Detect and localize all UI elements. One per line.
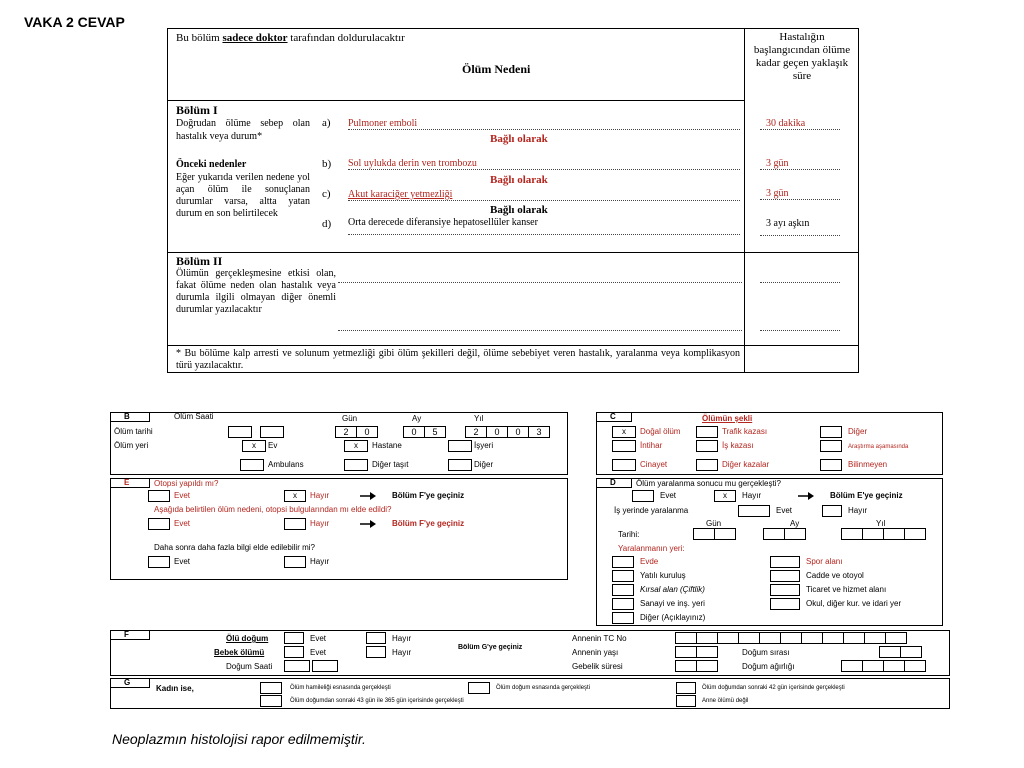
days-43-365-label: Ölüm doğumdan sonraki 43 gün ile 365 gün içerisinde gerçekleşti bbox=[290, 698, 464, 704]
goto-e-note: Bölüm E'ye geçiniz bbox=[830, 491, 903, 500]
work-accident-label: İş kazası bbox=[722, 441, 754, 450]
infant-no-checkbox[interactable] bbox=[366, 646, 386, 658]
stillbirth-no-label: Hayır bbox=[392, 634, 412, 643]
death-year-digits[interactable]: 2 0 0 3 bbox=[466, 426, 550, 438]
homicide-label: Cinayet bbox=[640, 460, 668, 469]
other-manner-checkbox[interactable] bbox=[820, 426, 842, 438]
birth-hour-box[interactable] bbox=[284, 660, 310, 672]
death-date-label: Ölüm tarihi bbox=[114, 427, 153, 436]
autopsy-no-checkbox[interactable]: x bbox=[284, 490, 306, 502]
unknown-manner-checkbox[interactable] bbox=[820, 459, 842, 471]
arrow-right-icon bbox=[798, 492, 814, 500]
row-a-duration[interactable]: 30 dakika bbox=[760, 118, 840, 130]
place-street-label: Cadde ve otoyol bbox=[806, 571, 864, 580]
injury-no-label: Hayır bbox=[742, 491, 762, 500]
section-c-letter: C bbox=[610, 412, 616, 421]
place-home-checkbox[interactable] bbox=[612, 556, 634, 568]
place-other-label: Diğer (Açıklayınız) bbox=[640, 613, 706, 622]
part2-title: Bölüm II bbox=[176, 254, 223, 268]
part2-duration-1[interactable] bbox=[760, 272, 840, 283]
days-43-365-checkbox[interactable] bbox=[260, 695, 282, 707]
stillbirth-yes-label: Evet bbox=[310, 634, 327, 643]
row-d-letter: d) bbox=[322, 218, 332, 230]
during-pregnancy-label: Ölüm hamileliği esnasında gerçekleşti bbox=[290, 685, 391, 691]
woman-label: Kadın ise, bbox=[156, 684, 194, 693]
arrow-right-icon bbox=[360, 492, 376, 500]
row-b-letter: b) bbox=[322, 158, 332, 170]
day-label: Gün bbox=[342, 414, 358, 423]
infant-no-label: Hayır bbox=[392, 648, 412, 657]
row-a-letter: a) bbox=[322, 117, 331, 129]
more-info-no-checkbox[interactable] bbox=[284, 556, 306, 568]
stillbirth-label: Ölü doğum bbox=[226, 634, 269, 643]
under-investigation-checkbox[interactable] bbox=[820, 440, 842, 452]
workplace-injury-no-label: Hayır bbox=[848, 506, 868, 515]
mother-tc-label: Annenin TC No bbox=[572, 634, 627, 643]
other-accidents-checkbox[interactable] bbox=[696, 459, 718, 471]
injury-day-digits[interactable] bbox=[694, 528, 736, 540]
gestation-label: Gebelik süresi bbox=[572, 662, 623, 671]
work-accident-checkbox[interactable] bbox=[696, 440, 718, 452]
section-f-letter: F bbox=[124, 630, 129, 639]
more-info-yes-label: Evet bbox=[174, 557, 191, 566]
duration-heading: Hastalığın başlangıcından ölüme kadar geçen yaklaşık süre bbox=[753, 31, 851, 82]
due-to-label: Bağlı olarak bbox=[490, 174, 548, 186]
goto-f-note: Bölüm F'ye geçiniz bbox=[392, 519, 465, 528]
other-manner-label: Diğer bbox=[848, 427, 868, 436]
mother-age-digits[interactable] bbox=[676, 646, 718, 658]
place-commerce-label: Ticaret ve hizmet alanı bbox=[806, 585, 887, 594]
hospital-checkbox[interactable]: x bbox=[344, 440, 368, 452]
injury-month-digits[interactable] bbox=[764, 528, 806, 540]
mother-tc-digits[interactable] bbox=[676, 632, 907, 644]
place-school-label: Okul, diğer kur. ve idari yer bbox=[806, 599, 902, 608]
autopsy-question: Otopsi yapıldı mı? bbox=[154, 479, 219, 488]
home-label: Ev bbox=[268, 441, 278, 450]
not-maternal-label: Anne ölümü değil bbox=[702, 698, 749, 704]
minute-box[interactable] bbox=[260, 426, 284, 438]
birth-order-digits[interactable] bbox=[880, 646, 922, 658]
autopsy-yes-label: Evet bbox=[174, 491, 191, 500]
hospital-label: Hastane bbox=[372, 441, 402, 450]
injury-no-checkbox[interactable]: x bbox=[714, 490, 736, 502]
place-school-checkbox[interactable] bbox=[770, 598, 800, 610]
prior-causes-title: Önceki nedenler bbox=[176, 159, 247, 170]
row-c-cause[interactable]: Akut karaciğer yetmezliği bbox=[348, 189, 740, 201]
injury-place-label: Yaralanmanın yeri: bbox=[618, 544, 685, 553]
mother-age-label: Annenin yaşı bbox=[572, 648, 619, 657]
ambulance-checkbox[interactable] bbox=[240, 459, 264, 471]
more-info-yes-checkbox[interactable] bbox=[148, 556, 170, 568]
injury-year-label: Yıl bbox=[876, 519, 886, 528]
infant-yes-checkbox[interactable] bbox=[284, 646, 304, 658]
prior-causes-description: Eğer yukarıda verilen nedene yol açan ölüm ile sonuçlanan durumlar varsa, altta yatan durum en son belirtilecek bbox=[176, 172, 310, 219]
manner-of-death-title: Ölümün şekli bbox=[702, 414, 753, 423]
findings-yes-label: Evet bbox=[174, 519, 191, 528]
stillbirth-yes-checkbox[interactable] bbox=[284, 632, 304, 644]
traffic-accident-label: Trafik kazası bbox=[722, 427, 768, 436]
section-e-letter: E bbox=[124, 478, 130, 487]
within-42-days-checkbox[interactable] bbox=[676, 682, 696, 694]
histology-note: Neoplazmın histolojisi rapor edilmemiştir. bbox=[112, 731, 366, 747]
natural-death-label: Doğal ölüm bbox=[640, 427, 681, 436]
natural-death-checkbox[interactable]: x bbox=[612, 426, 636, 438]
other-place-checkbox[interactable] bbox=[448, 459, 472, 471]
birth-minute-box[interactable] bbox=[312, 660, 338, 672]
place-industrial-checkbox[interactable] bbox=[612, 598, 634, 610]
birth-weight-digits[interactable] bbox=[842, 660, 926, 672]
other-vehicle-label: Diğer taşıt bbox=[372, 460, 409, 469]
workplace-label: İşyeri bbox=[474, 441, 494, 450]
during-pregnancy-checkbox[interactable] bbox=[260, 682, 282, 694]
other-place-label: Diğer bbox=[474, 460, 494, 469]
birth-weight-label: Doğum ağırlığı bbox=[742, 662, 795, 671]
place-street-checkbox[interactable] bbox=[770, 570, 800, 582]
more-info-no-label: Hayır bbox=[310, 557, 330, 566]
findings-no-label: Hayır bbox=[310, 519, 330, 528]
infant-yes-label: Evet bbox=[310, 648, 327, 657]
workplace-checkbox[interactable] bbox=[448, 440, 472, 452]
birth-order-label: Doğum sırası bbox=[742, 648, 790, 657]
place-commerce-checkbox[interactable] bbox=[770, 584, 800, 596]
injury-month-label: Ay bbox=[790, 519, 800, 528]
row-c-letter: c) bbox=[322, 188, 331, 200]
death-time-label: Ölüm Saati bbox=[174, 412, 214, 421]
place-sports-label: Spor alanı bbox=[806, 557, 843, 566]
physician-only-note: Bu bölüm sadece doktor tarafından doldurulacaktır bbox=[176, 32, 405, 44]
part2-line-2[interactable] bbox=[338, 320, 742, 331]
divider bbox=[167, 252, 859, 253]
other-accidents-label: Diğer kazalar bbox=[722, 460, 770, 469]
findings-yes-checkbox[interactable] bbox=[148, 518, 170, 530]
injury-yes-label: Evet bbox=[660, 491, 677, 500]
row-b-duration[interactable]: 3 gün bbox=[760, 158, 840, 170]
divider bbox=[744, 345, 745, 373]
slide-title: VAKA 2 CEVAP bbox=[24, 14, 125, 30]
place-home-label: Evde bbox=[640, 557, 659, 566]
traffic-accident-checkbox[interactable] bbox=[696, 426, 718, 438]
cause-heading: Ölüm Nedeni bbox=[462, 62, 531, 76]
during-birth-checkbox[interactable] bbox=[468, 682, 490, 694]
autopsy-yes-checkbox[interactable] bbox=[148, 490, 170, 502]
homicide-checkbox[interactable] bbox=[612, 459, 636, 471]
suicide-checkbox[interactable] bbox=[612, 440, 636, 452]
birth-time-label: Doğum Saati bbox=[226, 662, 273, 671]
autopsy-no-label: Hayır bbox=[310, 491, 330, 500]
autopsy-findings-question: Aşağıda belirtilen ölüm nedeni, otopsi bulgularından mı elde edildi? bbox=[154, 505, 392, 514]
place-rural-checkbox[interactable] bbox=[612, 584, 634, 596]
death-month-digits[interactable]: 0 5 bbox=[404, 426, 446, 438]
workplace-injury-yes-label: Evet bbox=[776, 506, 793, 515]
due-to-label: Bağlı olarak bbox=[490, 133, 548, 145]
unknown-manner-label: Bilinmeyen bbox=[848, 460, 888, 469]
injury-year-digits[interactable] bbox=[842, 528, 926, 540]
injury-day-label: Gün bbox=[706, 519, 722, 528]
part1-description: Doğrudan ölüme sebep olan hastalık veya durum* bbox=[176, 118, 310, 142]
place-rural-label: Kırsal alan (Çiftlik) bbox=[640, 585, 705, 594]
other-vehicle-checkbox[interactable] bbox=[344, 459, 368, 471]
year-label: Yıl bbox=[474, 414, 484, 423]
section-d-letter: D bbox=[610, 478, 616, 487]
home-checkbox[interactable]: x bbox=[242, 440, 266, 452]
part1-title: Bölüm I bbox=[176, 103, 218, 117]
not-maternal-checkbox[interactable] bbox=[676, 695, 696, 707]
stillbirth-no-checkbox[interactable] bbox=[366, 632, 386, 644]
workplace-injury-yes-checkbox[interactable] bbox=[738, 505, 770, 517]
part2-line-1[interactable] bbox=[338, 272, 742, 283]
row-d-cause[interactable]: Orta derecede diferansiye hepatosellüler kanser bbox=[348, 217, 740, 235]
injury-question: Ölüm yaralanma sonucu mu gerçekleşti? bbox=[636, 479, 781, 488]
arrow-right-icon bbox=[360, 520, 376, 528]
infant-death-label: Bebek ölümü bbox=[214, 648, 265, 657]
during-birth-label: Ölüm doğum esnasında gerçekleşti bbox=[496, 685, 591, 691]
row-a-cause[interactable]: Pulmoner emboli bbox=[348, 118, 740, 130]
injury-yes-checkbox[interactable] bbox=[632, 490, 654, 502]
goto-f-note: Bölüm F'ye geçiniz bbox=[392, 491, 465, 500]
due-to-label: Bağlı olarak bbox=[490, 204, 548, 216]
place-industrial-label: Sanayi ve inş. yeri bbox=[640, 599, 705, 608]
place-residential-checkbox[interactable] bbox=[612, 570, 634, 582]
section-b-letter: B bbox=[124, 412, 130, 421]
injury-date-label: Tarihi: bbox=[618, 530, 640, 539]
suicide-label: İntihar bbox=[640, 441, 663, 450]
within-42-days-label: Ölüm doğumdan sonraki 42 gün içerisinde gerçekleşti bbox=[702, 685, 845, 691]
place-other-checkbox[interactable] bbox=[612, 612, 634, 624]
workplace-injury-label: İş yerinde yaralanma bbox=[614, 506, 689, 515]
death-day-digits[interactable]: 2 0 bbox=[336, 426, 378, 438]
hour-box[interactable] bbox=[228, 426, 252, 438]
footnote: * Bu bölüme kalp arresti ve solunum yetmezliği gibi ölüm şekilleri değil, ölüme sebebiyet veren hastalık, yaralanma veya komplikasyon türü yazılacaktır. bbox=[176, 348, 740, 371]
month-label: Ay bbox=[412, 414, 422, 423]
ambulance-label: Ambulans bbox=[268, 460, 304, 469]
section-g-letter: G bbox=[124, 678, 131, 687]
place-sports-checkbox[interactable] bbox=[770, 556, 800, 568]
goto-g-note: Bölüm G'ye geçiniz bbox=[458, 644, 523, 651]
part2-duration-2[interactable] bbox=[760, 320, 840, 331]
gestation-digits[interactable] bbox=[676, 660, 718, 672]
place-residential-label: Yatılı kuruluş bbox=[640, 571, 686, 580]
death-place-label: Ölüm yeri bbox=[114, 441, 149, 450]
section-g bbox=[110, 678, 950, 709]
part2-description: Ölümün gerçekleşmesine etkisi olan, fakat ölüme neden olan hastalık veya durumla ilgili olmayan diğer önemli durumlar yazılacaktır bbox=[176, 268, 336, 315]
divider bbox=[167, 100, 745, 101]
workplace-injury-no-checkbox[interactable] bbox=[822, 505, 842, 517]
row-c-duration[interactable]: 3 gün bbox=[760, 188, 840, 200]
row-d-duration[interactable]: 3 ayı aşkın bbox=[760, 218, 840, 236]
row-b-cause[interactable]: Sol uylukda derin ven trombozu bbox=[348, 158, 740, 170]
findings-no-checkbox[interactable] bbox=[284, 518, 306, 530]
more-info-question: Daha sonra daha fazla bilgi elde edilebilir mi? bbox=[154, 543, 315, 552]
under-investigation-label: Araştırma aşamasında bbox=[848, 444, 909, 450]
